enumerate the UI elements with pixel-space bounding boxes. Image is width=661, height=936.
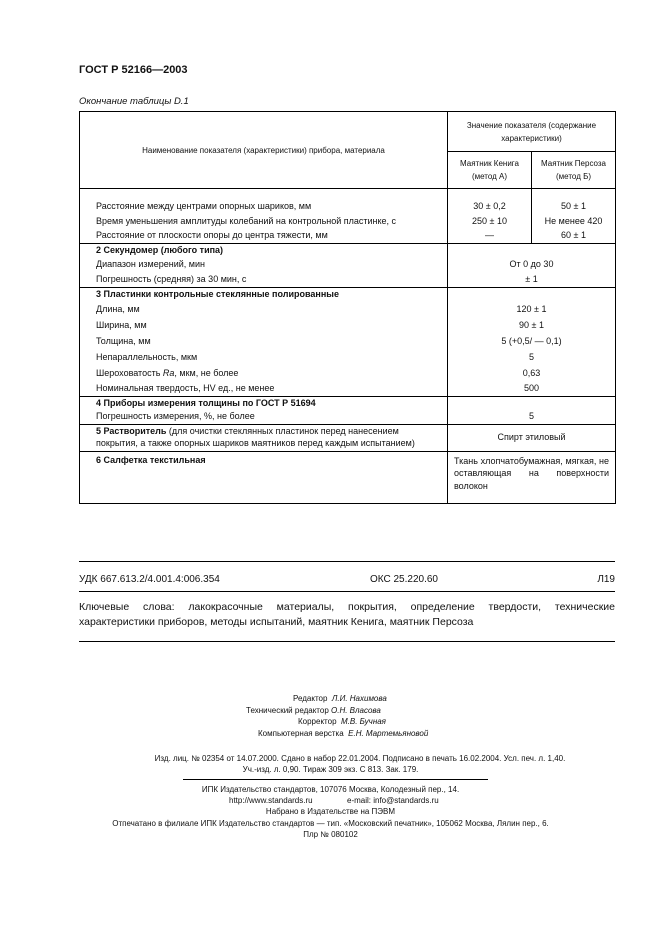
row-value: ± 1 <box>448 272 616 287</box>
publisher-website: http://www.standards.ru <box>229 796 313 805</box>
row-label: Номинальная твердость, HV ед., не менее <box>80 381 448 396</box>
row-value-a: 250 ± 10 <box>448 214 532 229</box>
table-row <box>80 333 616 349</box>
row-label: Погрешность (средняя) за 30 мин, с <box>80 272 448 287</box>
divider <box>79 641 615 642</box>
row-label: Шероховатость Ra, мкм, не более <box>80 365 448 381</box>
imprint-publisher: ИПК Издательство стандартов, 107076 Москва, Колодезный пер., 14. <box>201 785 460 794</box>
credit-proofreader: Корректор М.В. Бучная <box>298 717 386 726</box>
publisher-email: e-mail: info@standards.ru <box>347 796 439 805</box>
oks-code: ОКС 25.220.60 <box>370 574 438 585</box>
imprint-printed: Отпечатано в филиале ИПК Издательство стандартов — тип. «Московский печатник», 105062 Москва, Лялин пер., 6. <box>112 819 549 828</box>
divider <box>79 591 615 592</box>
row-value-b: Не менее 420 <box>532 214 616 229</box>
table-row <box>80 349 616 365</box>
row-label: Расстояние между центрами опорных шариков, мм <box>80 199 448 214</box>
section-title: 5 Растворитель (для очистки стеклянных пластинок перед нанесением покрытия, а также опорных шариков маятников перед каждым испытанием) <box>80 424 448 451</box>
imprint-typeset: Набрано в Издательстве на ПЭВМ <box>265 807 396 816</box>
table-row <box>80 272 616 287</box>
table-row <box>80 301 616 317</box>
row-value: 5 <box>448 349 616 365</box>
table-row <box>80 424 616 451</box>
row-value: Ткань хлопчатобумажная, мягкая, не оставляющая на поверхности волокон <box>448 451 616 503</box>
table-row <box>80 451 616 503</box>
row-value-a: 30 ± 0,2 <box>448 199 532 214</box>
table-row <box>80 229 616 244</box>
row-value: 90 ± 1 <box>448 317 616 333</box>
keywords: Ключевые слова: лакокрасочные материалы, покрытия, определение твердости, технические характеристики приборов, методы испытаний, маятник Кенига, маятник Персоза <box>79 601 615 628</box>
row-label: Непараллельность, мкм <box>80 349 448 365</box>
row-value-a: — <box>448 229 532 244</box>
imprint-license: Изд. лиц. № 02354 от 14.07.2000. Сдано в набор 22.01.2004. Подписано в печать 16.02.2004. Усл. печ. л. 1,40. <box>154 754 566 763</box>
row-label: Расстояние от плоскости опоры до центра тяжести, мм <box>80 229 448 244</box>
section-title: 2 Секундомер (любого типа) <box>80 244 448 258</box>
row-label: Время уменьшения амплитуды колебаний на контрольной пластинке, с <box>80 214 448 229</box>
table-row <box>80 199 616 214</box>
header-method-a: Маятник Кенига (метод А) <box>448 152 532 189</box>
imprint-plr: Плр № 080102 <box>303 830 358 839</box>
credits-block <box>0 693 661 739</box>
row-value: От 0 до 30 <box>448 257 616 272</box>
row-value: 5 <box>448 410 616 424</box>
table-row <box>80 410 616 424</box>
table-row <box>80 317 616 333</box>
table-row <box>80 214 616 229</box>
section-title: 4 Приборы измерения толщины по ГОСТ Р 51694 <box>80 396 448 410</box>
table-row <box>80 257 616 272</box>
spec-table <box>79 111 616 504</box>
section-title: 3 Пластинки контрольные стеклянные полированные <box>80 287 448 301</box>
row-value: 500 <box>448 381 616 396</box>
table-row <box>80 381 616 396</box>
divider <box>183 779 488 780</box>
row-value: 0,63 <box>448 365 616 381</box>
header-method-b: Маятник Персоза (метод Б) <box>532 152 616 189</box>
credit-editor: Редактор Л.И. Нахимова <box>293 694 387 703</box>
table-row <box>80 365 616 381</box>
document-header: ГОСТ Р 52166—2003 <box>79 64 188 76</box>
section-title: 6 Салфетка текстильная <box>80 451 448 503</box>
row-label: Диапазон измерений, мин <box>80 257 448 272</box>
row-label: Толщина, мм <box>80 333 448 349</box>
row-value-b: 60 ± 1 <box>532 229 616 244</box>
row-value: 5 (+0,5/ — 0,1) <box>448 333 616 349</box>
row-label: Погрешность измерения, %, не более <box>80 410 448 424</box>
row-label: Ширина, мм <box>80 317 448 333</box>
row-label: Длина, мм <box>80 301 448 317</box>
credit-tech-editor: Технический редактор О.Н. Власова <box>246 705 381 715</box>
imprint-edition: Уч.-изд. л. 0,90. Тираж 309 экз. С 813. Зак. 179. <box>242 765 419 774</box>
udk-code: УДК 667.613.2/4.001.4:006.354 <box>79 574 220 585</box>
divider <box>79 561 615 562</box>
header-value: Значение показателя (содержание характеристики) <box>448 112 616 152</box>
classification-code: Л19 <box>597 574 615 585</box>
row-value-b: 50 ± 1 <box>532 199 616 214</box>
row-value: Спирт этиловый <box>448 424 616 451</box>
header-param: Наименование показателя (характеристики) прибора, материала <box>80 112 448 189</box>
credit-layout: Компьютерная верстка Е.Н. Мартемьяновой <box>258 728 429 738</box>
table-caption: Окончание таблицы D.1 <box>79 96 189 107</box>
row-value: 120 ± 1 <box>448 301 616 317</box>
